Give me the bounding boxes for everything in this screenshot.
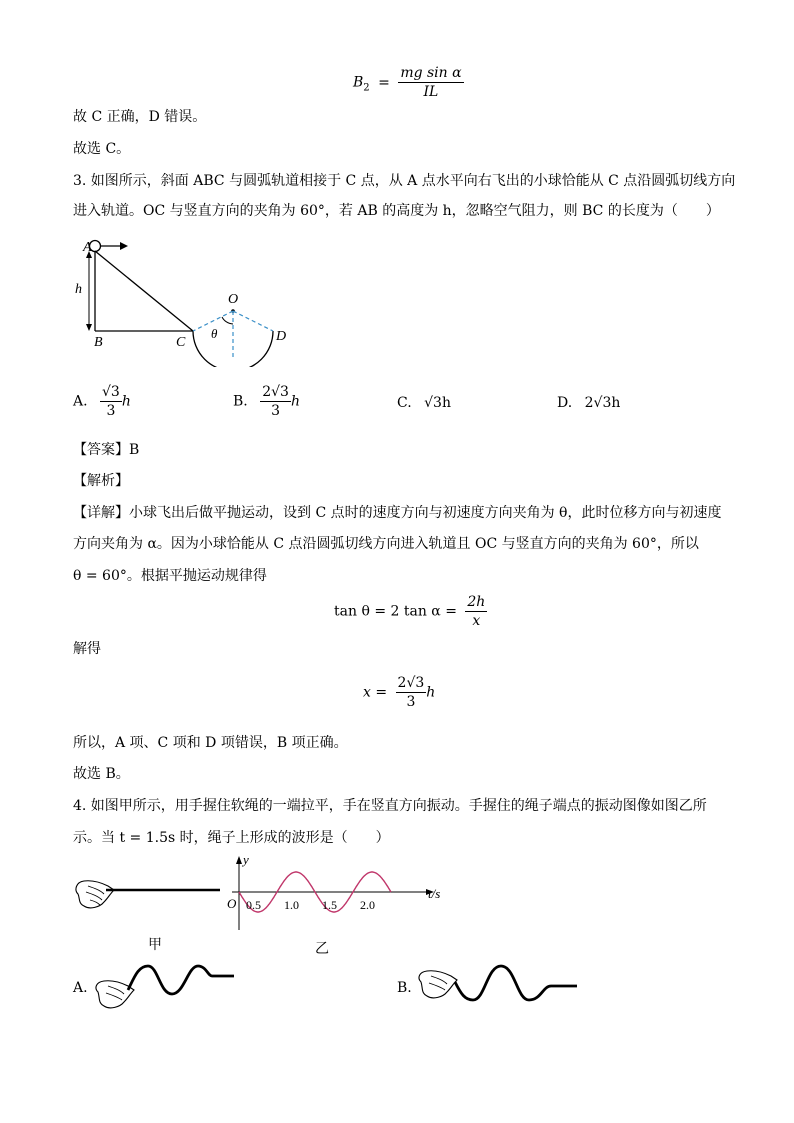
analysis-label: 【解析】 <box>73 473 129 489</box>
vibration-graph <box>222 852 447 932</box>
label-h: h <box>75 282 82 297</box>
option-c[interactable]: C. √3h <box>397 395 451 411</box>
hand-icon <box>419 971 457 998</box>
conclusion-q3: 所以，A 项、C 项和 D 项错误，B 项正确。 <box>73 735 348 751</box>
option-b[interactable]: B. $\frac{2√3}{3}$ h <box>233 384 300 419</box>
detail-line2: 方向夹角为 α。因为小球恰能从 C 点沿圆弧切线方向进入轨道且 OC 与竖直方向的夹角为 60°，所以 <box>73 536 699 552</box>
velocity-arrow <box>120 242 128 250</box>
solve-label: 解得 <box>73 641 101 657</box>
label-d: D <box>276 329 287 344</box>
option-b-wave[interactable] <box>415 960 580 1015</box>
q4-stem-line1: 4. 如图甲所示，用手握住软绳的一端拉平，手在竖直方向振动。手握住的绳子端点的振动图像如图乙所 <box>73 798 707 814</box>
conclusion-line: 故 C 正确，D 错误。 <box>73 109 207 125</box>
label-o: O <box>228 292 239 307</box>
tick-label: 2.0 <box>360 898 375 912</box>
hand-icon <box>96 981 134 1008</box>
choice-line: 故选 C。 <box>73 141 131 157</box>
q3-figure <box>70 232 310 367</box>
tick-label: 1.0 <box>284 898 299 912</box>
label-b: B <box>94 335 103 350</box>
option-b-label[interactable]: B. <box>397 980 412 996</box>
option-d[interactable]: D. 2√3h <box>557 395 621 411</box>
tick-label: 1.5 <box>322 898 337 912</box>
origin-label: O <box>227 896 237 911</box>
q4-stem-line2: 示。当 t = 1.5s 时，绳子上形成的波形是（ ） <box>73 830 390 846</box>
q3-stem-line2: 进入轨道。OC 与竖直方向的夹角为 60°，若 AB 的高度为 h，忽略空气阻力，则 BC 的长度为（ ） <box>73 203 720 219</box>
equation-x: x = $\frac{2√3}{3}$ h <box>363 675 436 710</box>
caption-yi: 乙 <box>315 941 329 957</box>
tick-label: 0.5 <box>246 898 261 912</box>
detail-line3: θ = 60°。根据平抛运动规律得 <box>73 568 267 584</box>
caption-jia: 甲 <box>148 937 162 953</box>
answer-label: 【答案】B <box>73 442 140 458</box>
option-a[interactable]: A. $\frac{√3}{3}$ h <box>73 384 131 419</box>
detail-line1: 【详解】小球飞出后做平抛运动，设到 C 点时的速度方向与初速度方向夹角为 θ，此时位移方向与初速度 <box>73 505 722 521</box>
x-axis-label: t/s <box>428 886 441 901</box>
label-a: A <box>83 240 92 255</box>
option-a-label[interactable]: A. <box>73 980 88 996</box>
choice-q3: 故选 B。 <box>73 766 130 782</box>
hand-icon <box>76 881 114 908</box>
label-c: C <box>176 335 186 350</box>
q3-stem-line1: 3. 如图所示，斜面 ABC 与圆弧轨道相接于 C 点，从 A 点水平向右飞出的小球恰能从 C 点沿圆弧切线方向 <box>73 173 736 189</box>
option-a-wave[interactable] <box>92 958 237 1013</box>
incline-ac <box>95 251 193 331</box>
formula-b2: $B_2$ = $\frac{\text{mg sin α}}{IL}$ <box>353 65 462 100</box>
y-axis-label: y <box>243 852 249 867</box>
equation-tan: tan θ = 2 tan α = $\frac{2h}{x}$ <box>334 594 486 629</box>
hand-rope-figure <box>70 872 225 917</box>
label-theta: θ <box>211 326 218 341</box>
